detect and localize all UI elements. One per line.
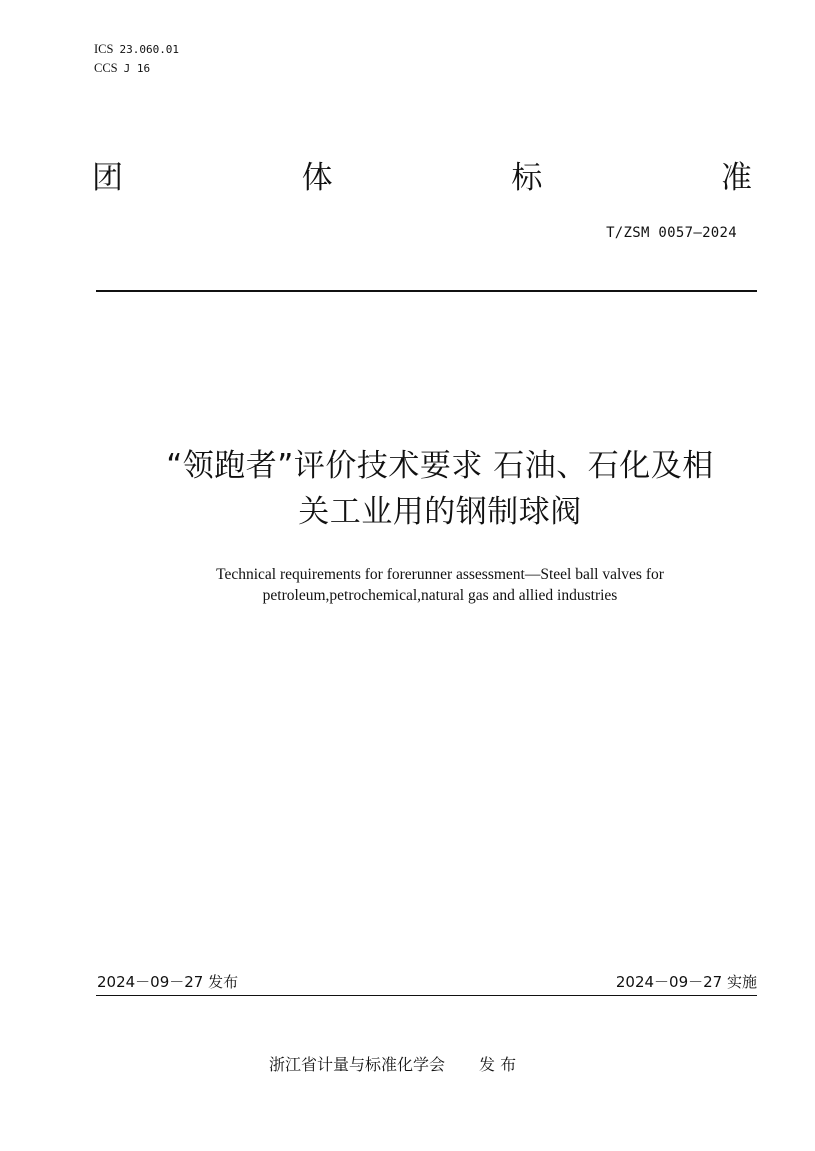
ics-value: 23.060.01: [119, 43, 180, 56]
implement-date: 2024－09－27 实施: [615, 973, 757, 991]
ccs-label: CCS: [94, 61, 118, 75]
publish-date: 2024－09－27 发布: [97, 973, 239, 991]
ics-label: ICS: [94, 42, 114, 56]
english-title: [60, 564, 815, 606]
standard-type-char: 准: [720, 160, 752, 196]
bottom-divider: [96, 995, 757, 996]
standard-type-char: 团: [92, 160, 123, 196]
chinese-title-line-1: “领跑者”评价技术要求 石油、石化及相: [166, 448, 714, 484]
standard-type-char: 标: [511, 160, 543, 196]
top-divider: [96, 290, 757, 292]
ics-code: [94, 40, 179, 59]
ccs-value: J 16: [123, 62, 151, 75]
publisher-org: 浙江省计量与标准化学会: [269, 1055, 446, 1074]
classification-codes: [94, 40, 179, 78]
publisher-action: 发 布: [479, 1055, 517, 1074]
standard-number: T/ZSM 0057—2024: [606, 225, 737, 241]
standard-type-char: 体: [301, 160, 333, 196]
chinese-title-line-2: 关工业用的钢制球阀: [298, 494, 582, 530]
english-title-line-2: petroleum,petrochemical,natural gas and allied industries: [262, 587, 618, 604]
chinese-title: [60, 443, 815, 535]
ccs-code: [94, 59, 179, 78]
english-title-line-1: Technical requirements for forerunner assessment—Steel ball valves for: [216, 566, 664, 583]
publisher-line: [269, 1053, 516, 1077]
standard-type-heading: [92, 158, 752, 198]
